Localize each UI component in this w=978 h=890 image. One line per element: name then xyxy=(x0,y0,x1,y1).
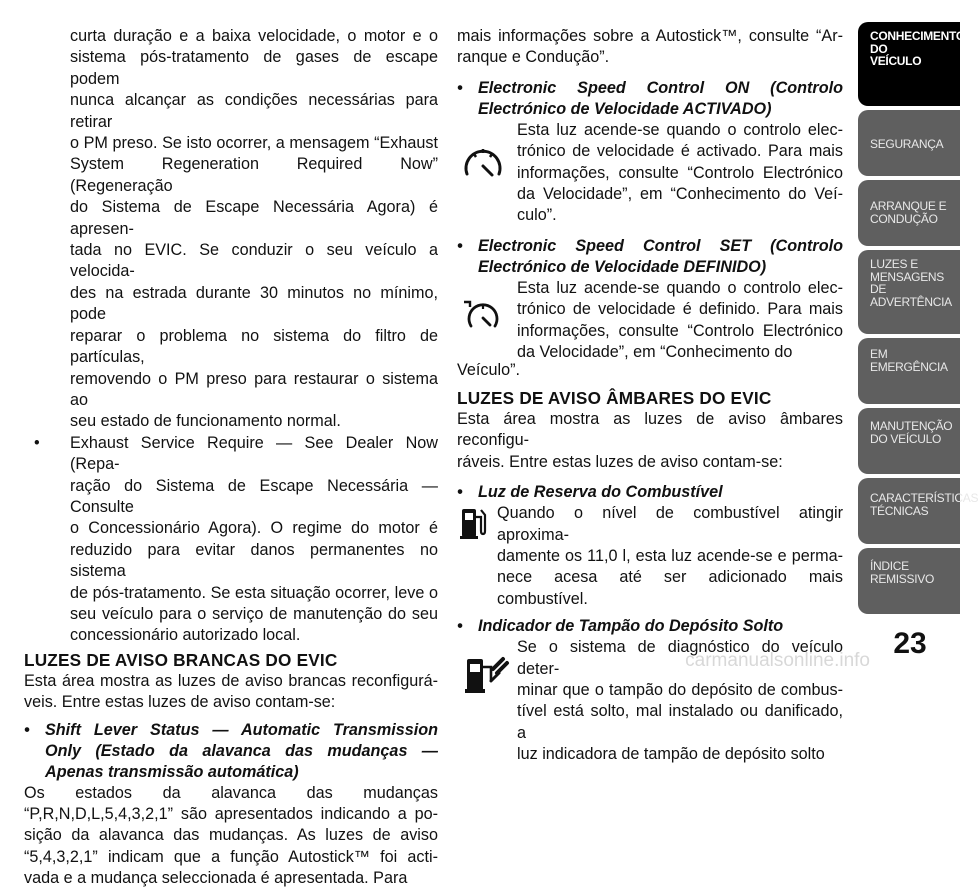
intro-paragraph xyxy=(24,26,438,433)
bullet-marker: • xyxy=(457,617,463,636)
speed-on-heading xyxy=(457,78,843,120)
text-line: Esta área mostra as luzes de aviso âmbares reconfigu- xyxy=(457,409,843,450)
text-line: nece acesa até ser adicionado mais combustível. xyxy=(497,568,843,608)
tab-luzes-e-mensagens[interactable] xyxy=(858,250,960,334)
tab-label-line: ARRANQUE E xyxy=(870,199,947,213)
text-line: minar que o tampão do depósito de combus- xyxy=(517,680,843,699)
tab-label-line: REMISSIVO xyxy=(870,571,934,586)
text-line: da Velocidade”, em “Conhecimento do xyxy=(517,343,793,362)
shift-lever-heading xyxy=(24,720,438,783)
bullet-marker: • xyxy=(24,720,30,739)
text-line: Se o sistema de diagnóstico do veículo deter- xyxy=(517,638,843,678)
fuel-reserve-heading-text: Luz de Reserva do Combustível xyxy=(478,483,723,502)
tab-em-emergencia[interactable] xyxy=(858,338,960,404)
text-line: do Sistema de Escape Necessária Agora) é apresen- xyxy=(70,198,438,238)
text-line: curta duração e a baixa velocidade, o motor e o xyxy=(70,27,438,45)
text-line: sistema pós-tratamento de gases de escape podem xyxy=(70,48,438,88)
text-line: reduzido para evitar danos permanentes no sistema xyxy=(70,540,438,581)
fuel-cap-icon xyxy=(463,647,513,705)
tab-indice-remissivo[interactable] xyxy=(858,548,960,614)
text-line: concessionário autorizado local. xyxy=(70,626,301,645)
text-line: tada no EVIC. Se conduzir o seu veículo a velocida- xyxy=(70,241,438,281)
text-line: ranque e Condução”. xyxy=(457,48,610,67)
page-number: 23 xyxy=(893,627,927,660)
tab-label-line: CONHECIMENTO xyxy=(870,29,965,43)
text-line: da Velocidade”, em “Conhecimento do Veí- xyxy=(517,185,843,204)
bullet-marker: • xyxy=(457,78,463,97)
autostick-continuation xyxy=(457,26,843,69)
speed-set-heading xyxy=(457,236,843,278)
tab-seguranca[interactable] xyxy=(858,110,960,176)
text-line: informações, consulte “Controlo Electrónico xyxy=(517,321,843,340)
tab-caracteristicas-tecnicas[interactable] xyxy=(858,478,978,544)
speed-set-body xyxy=(457,278,843,364)
text-line: o Concessionário Agora). O regime do motor é xyxy=(70,519,438,538)
speed-set-tail: Veículo”. xyxy=(457,361,520,380)
text-line: Esta luz acende-se quando o controlo elec- xyxy=(517,120,843,139)
text-line: seu veículo para o serviço de manutenção do seu xyxy=(70,604,438,623)
fuel-reserve-heading xyxy=(457,482,843,503)
text-line: reparar o problema no sistema do filtro de partículas, xyxy=(70,326,438,367)
speedometer-icon xyxy=(461,142,505,192)
text-line: Esta luz acende-se quando o controlo elec- xyxy=(517,278,843,297)
text-line: Electrónico de Velocidade DEFINIDO) xyxy=(478,257,767,276)
text-line: tível está solto, mal instalado ou danificado, a xyxy=(517,702,843,742)
fuel-reserve-entry xyxy=(457,503,843,610)
text-line: Shift Lever Status — Automatic Transmission xyxy=(45,720,438,739)
fuel-reserve-body xyxy=(457,503,843,610)
tab-label-line: ÍNDICE xyxy=(870,559,909,573)
fuel-pump-icon xyxy=(459,505,487,547)
tab-label-line: MENSAGENS xyxy=(870,269,944,284)
shift-lever-body xyxy=(24,783,438,890)
text-line: damente os 11,0 l, esta luz acende-se e perma- xyxy=(497,546,843,565)
speed-set-entry xyxy=(457,278,843,364)
tab-label-line: TÉCNICAS xyxy=(870,503,929,518)
amber-lights-intro xyxy=(457,409,843,473)
text-line: Apenas transmissão automática) xyxy=(45,762,299,781)
text-line: seu estado de funcionamento normal. xyxy=(70,412,341,431)
chapter-sidebar xyxy=(858,0,978,678)
tab-label-line: ADVERTÊNCIA xyxy=(870,294,952,309)
text-line: System Regeneration Required Now” (Regeneração xyxy=(70,155,438,195)
white-lights-intro xyxy=(24,671,438,714)
amber-lights-heading: LUZES DE AVISO ÂMBARES DO EVIC xyxy=(457,387,772,408)
text-line: luz indicadora de tampão de depósito solto xyxy=(517,745,825,764)
tab-label-line: LUZES E xyxy=(870,257,918,271)
text-line: ração do Sistema de Escape Necessária — Consulte xyxy=(70,476,438,516)
tab-label-line: DE xyxy=(870,282,887,296)
text-line: Electronic Speed Control ON (Controlo xyxy=(478,78,843,97)
speed-on-body xyxy=(457,120,843,227)
tab-conhecimento-do-veiculo[interactable] xyxy=(858,22,965,106)
speed-on-heading-text xyxy=(478,78,843,120)
tab-label-line: CARACTERÍSTICAS xyxy=(870,491,978,505)
loose-cap-heading xyxy=(457,616,843,637)
tab-label-line: MANUTENÇÃO xyxy=(870,419,953,433)
text-line: trónico de velocidade é definido. Para mais xyxy=(517,300,843,319)
tab-label-line: EMERGÊNCIA xyxy=(870,359,948,374)
text-line: Os estados da alavanca das mudanças xyxy=(24,783,438,802)
text-line: Only (Estado da alavanca das mudanças — xyxy=(45,741,438,760)
loose-cap-heading-text: Indicador de Tampão do Depósito Solto xyxy=(478,617,784,636)
text-line: veis. Entre estas luzes de aviso contam-se: xyxy=(24,693,336,712)
speedometer-set-icon xyxy=(461,296,505,342)
tab-label-line: VEÍCULO xyxy=(870,54,922,68)
shift-lever-heading-text xyxy=(45,720,438,783)
text-line: de pós-tratamento. Se esta situação ocorrer, leve o xyxy=(70,583,438,602)
watermark: carmanualsonline.info xyxy=(685,650,870,671)
text-line: Exhaust Service Require — See Dealer Now (Repa- xyxy=(70,433,438,474)
text-line: sição da alavanca das mudanças. As luzes de aviso xyxy=(24,826,438,845)
text-line: o PM preso. Se isto ocorrer, a mensagem “Exhaust xyxy=(70,134,438,153)
tab-label-line: DO VEÍCULO xyxy=(870,431,942,446)
text-line: “5,4,3,2,1” indicam que a função Autostick™ foi acti- xyxy=(24,847,438,866)
text-line: culo”. xyxy=(517,206,557,225)
tab-arranque-e-conducao[interactable] xyxy=(858,180,960,246)
tab-manutencao-do-veiculo[interactable] xyxy=(858,408,960,474)
text-line: mais informações sobre a Autostick™, consulte “Ar- xyxy=(457,27,843,45)
white-lights-heading: LUZES DE AVISO BRANCAS DO EVIC xyxy=(24,649,338,670)
exhaust-service-text xyxy=(70,433,438,647)
tab-label-line: DO xyxy=(870,41,888,56)
text-line: Esta área mostra as luzes de aviso brancas reconfigurá- xyxy=(24,671,438,690)
left-column xyxy=(24,26,438,890)
text-line: removendo o PM preso para restaurar o sistema ao xyxy=(70,369,438,409)
bullet-marker: • xyxy=(34,433,40,452)
bullet-marker: • xyxy=(457,236,463,255)
text-line: ráveis. Entre estas luzes de aviso contam-se: xyxy=(457,452,783,471)
tab-label-line: SEGURANÇA xyxy=(870,137,944,151)
bullet-marker: • xyxy=(457,483,463,502)
text-line: vada e a mudança seleccionada é apresentada. Para xyxy=(24,869,408,888)
speed-set-heading-text xyxy=(478,236,843,278)
text-line: Electronic Speed Control SET (Controlo xyxy=(478,236,843,255)
speed-on-entry xyxy=(457,120,843,227)
text-line: des na estrada durante 30 minutos no mínimo, pode xyxy=(70,283,438,324)
text-line: trónico de velocidade é activado. Para mais xyxy=(517,142,843,161)
tab-label-line: EM xyxy=(870,347,888,361)
text-line: informações, consulte “Controlo Electrónico xyxy=(517,163,843,182)
text-line: “P,R,N,D,L,5,4,3,2,1” são apresentados indicando a po- xyxy=(24,805,438,823)
text-line: Electrónico de Velocidade ACTIVADO) xyxy=(478,99,772,118)
text-line: nunca alcançar as condições necessárias para retirar xyxy=(70,91,438,131)
exhaust-service-bullet xyxy=(24,433,438,647)
text-line: Quando o nível de combustível atingir aproxima- xyxy=(497,504,843,544)
tab-label-line: CONDUÇÃO xyxy=(870,211,938,226)
